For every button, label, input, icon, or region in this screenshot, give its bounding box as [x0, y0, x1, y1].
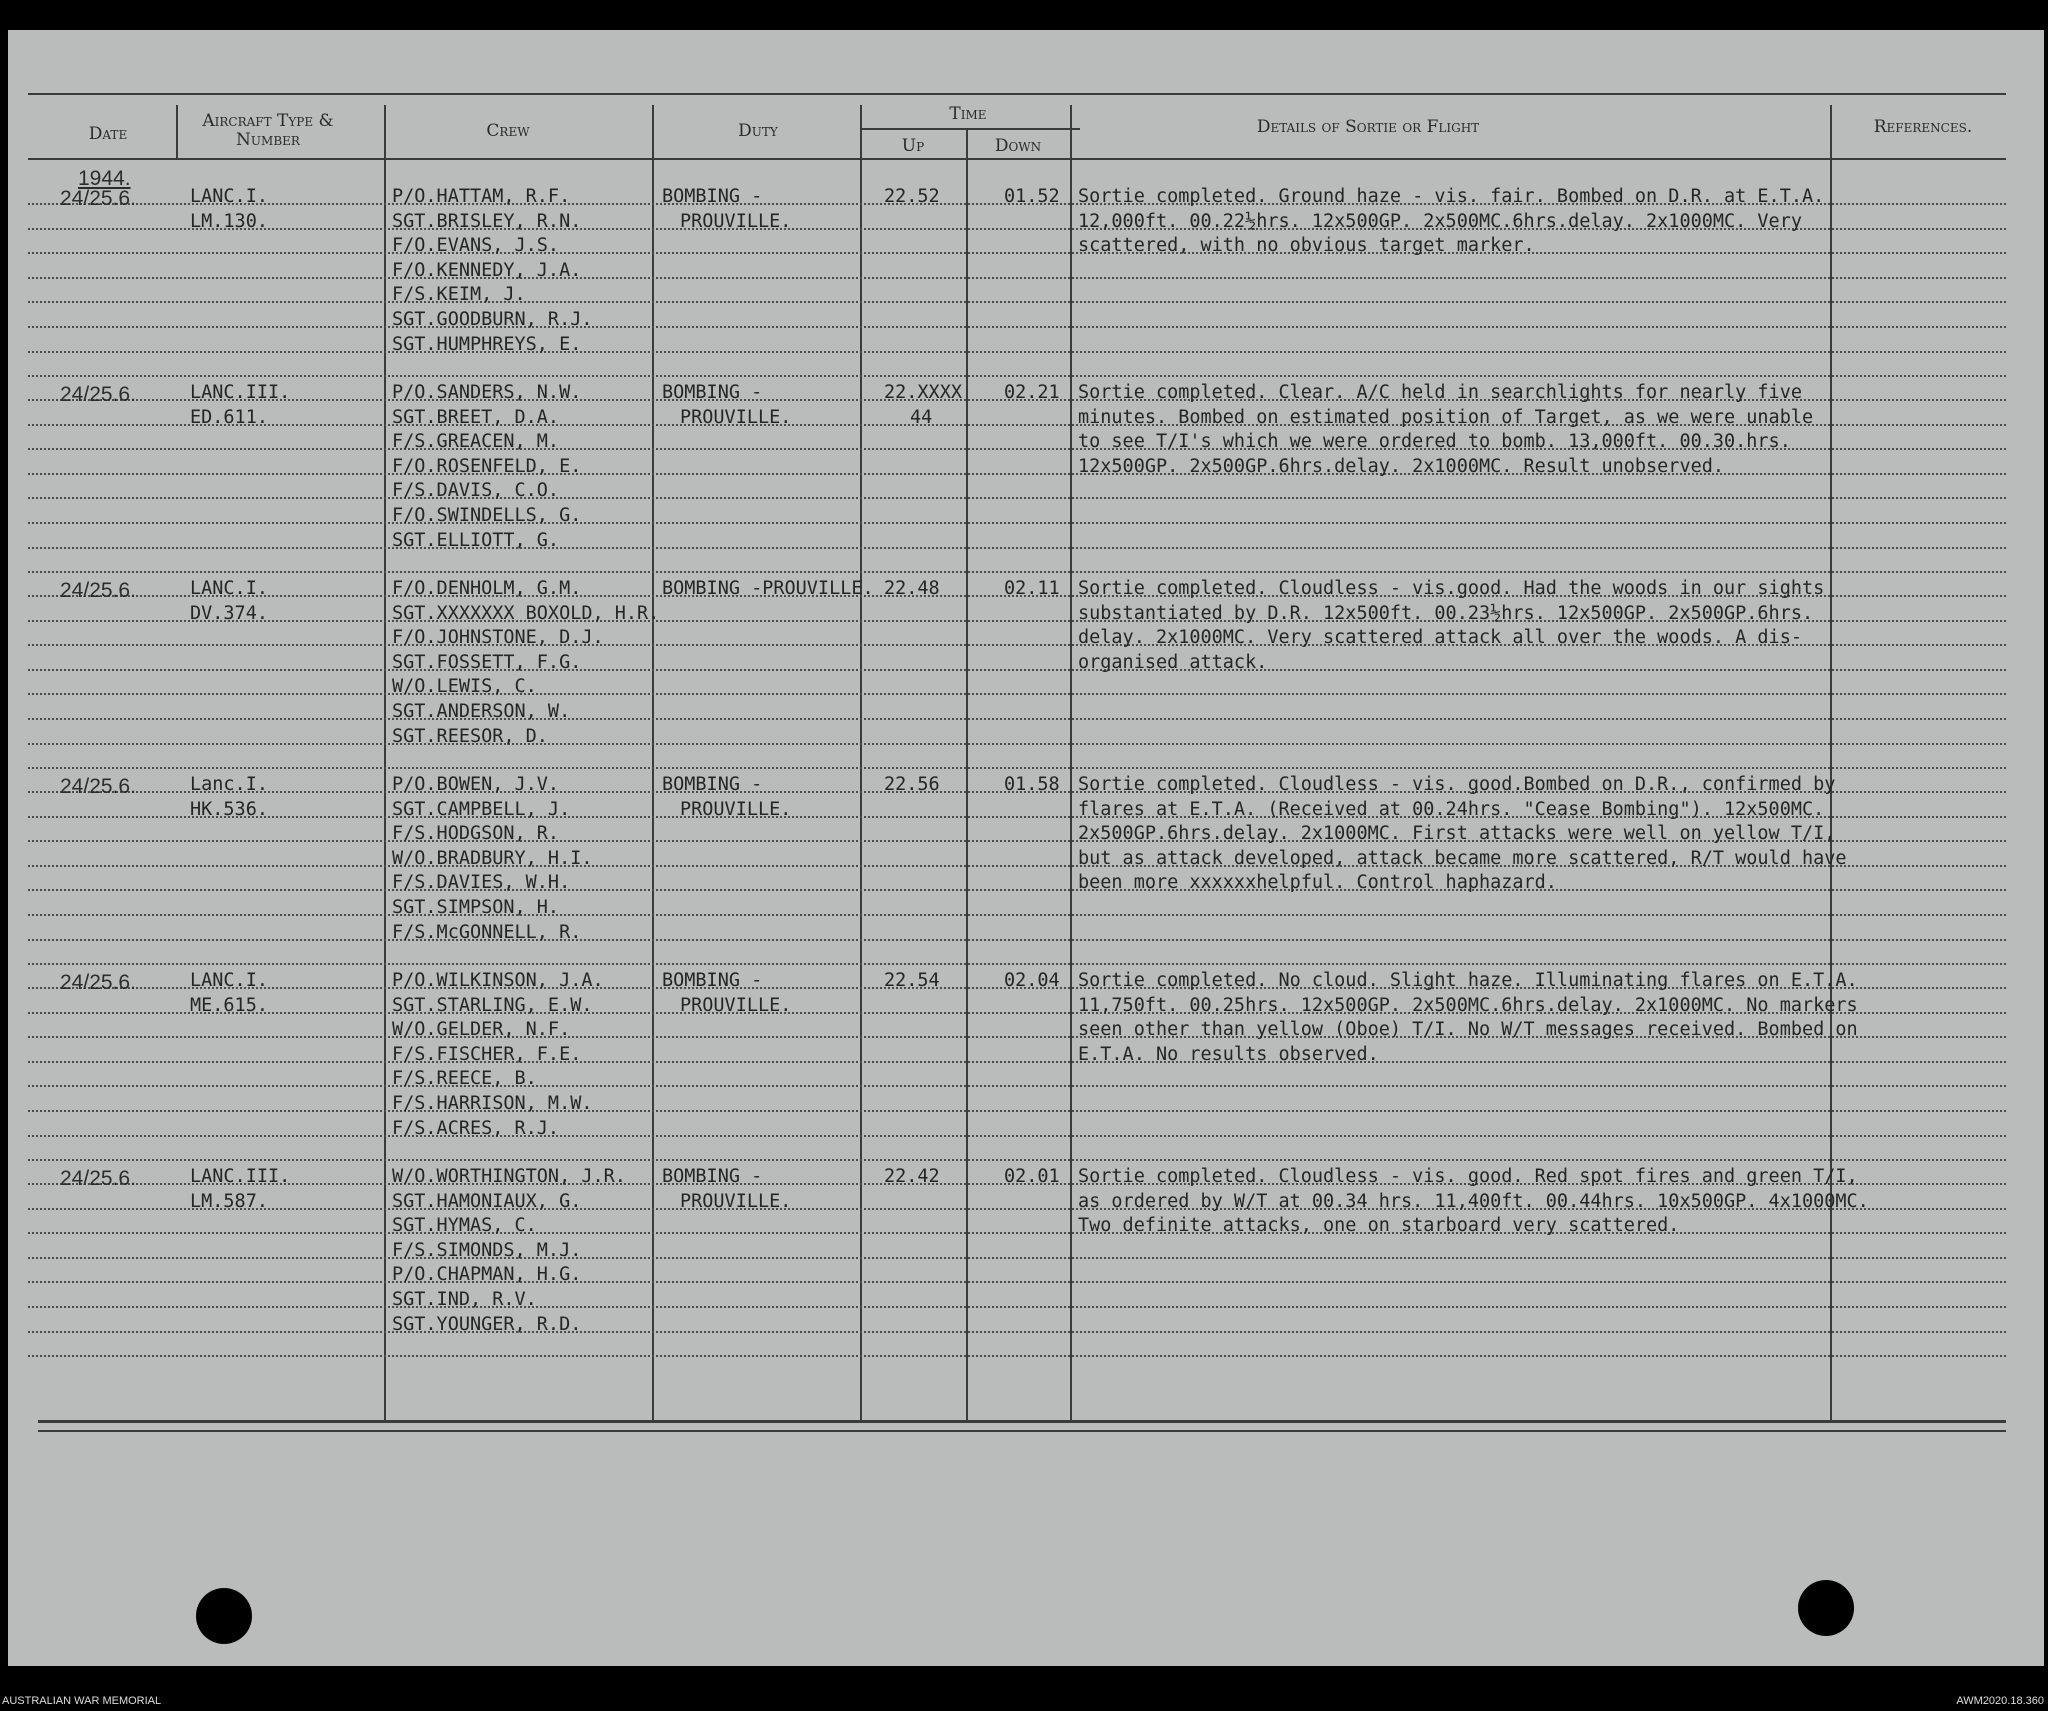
crew-member: SGT.SIMPSON, H. — [392, 897, 560, 918]
sortie-date: 24/25.6. — [60, 971, 136, 994]
crew-member: SGT.CAMPBELL, J. — [392, 798, 571, 820]
crew-member: F/S.GREACEN, M. — [392, 431, 560, 453]
punch-hole-left — [196, 1588, 252, 1644]
details-line: scattered, with no obvious target marker. — [1078, 235, 1535, 257]
time-down: 02.01 — [1004, 1166, 1060, 1187]
details-line: 2x500GP.6hrs.delay. 2x1000MC. First attacks were well on yellow T/I, — [1078, 823, 1836, 845]
ruled-line — [28, 1257, 2006, 1259]
details-line: substantiated by D.R. 12x500ft. 00.23½hrs. 12x500GP. 2x500GP.6hrs. — [1078, 602, 1814, 624]
ruled-line — [28, 375, 2006, 377]
ruled-line — [28, 571, 2006, 573]
crew-member: F/S.FISCHER, F.E. — [392, 1043, 582, 1065]
ruled-line — [28, 497, 2006, 499]
header-date: Date — [88, 124, 128, 144]
crew-member: P/O.SANDERS, N.W. — [392, 382, 582, 403]
record-sheet — [8, 30, 2044, 1666]
col-divider-time — [966, 128, 968, 1422]
col-divider-date — [176, 105, 178, 160]
aircraft-line: LANC.I. — [190, 970, 268, 991]
details-line: 11,750ft. 00.25hrs. 12x500GP. 2x500MC.6hrs.delay. 2x1000MC. No markers — [1078, 994, 1858, 1016]
ruled-line — [28, 718, 2006, 720]
crew-member: SGT.IND, R.V. — [392, 1289, 537, 1310]
crew-member: F/O.KENNEDY, J.A. — [392, 259, 582, 281]
crew-member: SGT.ELLIOTT, G. — [392, 529, 560, 551]
ruled-line — [28, 522, 2006, 524]
sortie-date: 24/25.6. — [60, 775, 136, 798]
time-down: 01.58 — [1004, 774, 1060, 795]
crew-member: SGT.HYMAS, C. — [392, 1215, 537, 1237]
sortie-date: 24/25.6. — [60, 187, 136, 210]
crew-member: F/S.REECE, B. — [392, 1068, 537, 1090]
crew-member: W/O.GELDER, N.F. — [392, 1019, 571, 1041]
details-line: Sortie completed. Ground haze - vis. fair. Bombed on D.R. at E.T.A. — [1078, 186, 1825, 207]
crew-member: SGT.YOUNGER, R.D. — [392, 1313, 582, 1335]
header-aircraft: Aircraft Type & Number — [202, 111, 334, 150]
year-label: 1944. — [78, 167, 131, 190]
details-line: E.T.A. No results observed. — [1078, 1043, 1379, 1065]
crew-member: F/S.ACRES, R.J. — [392, 1117, 560, 1139]
ruled-line — [28, 1331, 2006, 1333]
crew-member: SGT.ANDERSON, W. — [392, 701, 571, 722]
crew-member: F/S.KEIM, J. — [392, 284, 526, 306]
details-line: Sortie completed. Cloudless - vis. good. Red spot fires and green T/I, — [1078, 1166, 1858, 1187]
crew-member: F/S.McGONNELL, R. — [392, 921, 582, 943]
duty-line: BOMBING - — [662, 186, 763, 207]
details-line: organised attack. — [1078, 651, 1268, 673]
details-line: seen other than yellow (Oboe) T/I. No W/T messages received. Bombed on — [1078, 1019, 1858, 1041]
crew-member: SGT.BREET, D.A. — [392, 406, 560, 428]
sortie-date: 24/25.6. — [60, 579, 136, 602]
ruled-line — [28, 1232, 2006, 1234]
crew-member: P/O.HATTAM, R.F. — [392, 186, 571, 207]
crew-member: SGT.HUMPHREYS, E. — [392, 333, 582, 355]
ruled-line — [28, 1306, 2006, 1308]
aircraft-line: LANC.I. — [190, 186, 268, 207]
details-line: minutes. Bombed on estimated position of Target, as we were unable — [1078, 406, 1814, 428]
aircraft-line: HK.536. — [190, 798, 268, 820]
aircraft-line: LANC.III. — [190, 382, 291, 403]
ruled-line — [28, 326, 2006, 328]
ruled-line — [28, 277, 2006, 279]
aircraft-line: LM.130. — [190, 210, 268, 232]
time-up: 22.42 — [884, 1166, 940, 1187]
duty-line: PROUVILLE. — [680, 1190, 792, 1212]
duty-line: PROUVILLE. — [680, 406, 792, 428]
ruled-line — [28, 1135, 2006, 1137]
ruled-line — [28, 547, 2006, 549]
duty-line: BOMBING - — [662, 774, 763, 795]
details-line: been more xxxxxxhelpful. Control haphazard. — [1078, 872, 1557, 894]
duty-line: BOMBING - — [662, 970, 763, 991]
ruled-line — [28, 1281, 2006, 1283]
duty-line: PROUVILLE. — [680, 210, 792, 232]
details-line: Sortie completed. No cloud. Slight haze. Illuminating flares on E.T.A. — [1078, 970, 1858, 991]
time-down: 02.04 — [1004, 970, 1060, 991]
time-down: 02.11 — [1004, 578, 1060, 599]
time-up-note: 44 — [910, 406, 933, 428]
details-line: 12,000ft. 00.22½hrs. 12x500GP. 2x500MC.6hrs.delay. 2x1000MC. Very — [1078, 210, 1802, 232]
crew-member: F/S.DAVIES, W.H. — [392, 872, 571, 894]
bottom-rule-2 — [38, 1430, 2006, 1432]
duty-line: BOMBING - — [662, 1166, 763, 1187]
crew-member: SGT.FOSSETT, F.G. — [392, 651, 582, 673]
punch-hole-right — [1798, 1580, 1854, 1636]
time-up: 22.48 — [884, 578, 940, 599]
crew-member: F/O.SWINDELLS, G. — [392, 505, 582, 526]
crew-member: F/O.DENHOLM, G.M. — [392, 578, 582, 599]
time-subheader-rule — [860, 128, 1080, 130]
crew-member: F/O.EVANS, J.S. — [392, 235, 560, 257]
ruled-line — [28, 1085, 2006, 1087]
aircraft-line: ED.611. — [190, 406, 268, 428]
ruled-line — [28, 693, 2006, 695]
aircraft-line: LANC.III. — [190, 1166, 291, 1187]
ruled-line — [28, 1355, 2006, 1357]
crew-member: F/S.HARRISON, M.W. — [392, 1093, 593, 1114]
ruled-line — [28, 939, 2006, 941]
crew-member: W/O.BRADBURY, H.I. — [392, 847, 593, 869]
crew-member: SGT.HAMONIAUX, G. — [392, 1190, 582, 1212]
duty-line: BOMBING -PROUVILLE. — [662, 578, 874, 599]
crew-member: SGT.GOODBURN, R.J. — [392, 309, 593, 330]
crew-member: P/O.BOWEN, J.V. — [392, 774, 560, 795]
crew-member: F/S.SIMONDS, M.J. — [392, 1239, 582, 1261]
crew-member: W/O.LEWIS, C. — [392, 676, 537, 698]
aircraft-line: LANC.I. — [190, 578, 268, 599]
ruled-line — [28, 669, 2006, 671]
details-line: 12x500GP. 2x500GP.6hrs.delay. 2x1000MC. Result unobserved. — [1078, 455, 1725, 477]
aircraft-line: LM.587. — [190, 1190, 268, 1212]
time-up: 22.XXXX — [884, 382, 962, 403]
aircraft-line: Lanc.I. — [190, 774, 268, 795]
details-line: Two definite attacks, one on starboard very scattered. — [1078, 1215, 1680, 1237]
time-up: 22.54 — [884, 970, 940, 991]
header-bottom-rule — [28, 158, 2006, 160]
header-details: Details of Sortie or Flight — [1256, 117, 1480, 137]
header-time: Time — [949, 104, 987, 124]
time-up: 22.52 — [884, 186, 940, 207]
ruled-line — [28, 351, 2006, 353]
ruled-line — [28, 1061, 2006, 1063]
crew-member: SGT.BRISLEY, R.N. — [392, 210, 582, 232]
crew-member: W/O.WORTHINGTON, J.R. — [392, 1166, 626, 1187]
ruled-line — [28, 914, 2006, 916]
ruled-line — [28, 301, 2006, 303]
sortie-date: 24/25.6. — [60, 383, 136, 406]
crew-member: P/O.WILKINSON, J.A. — [392, 970, 604, 991]
duty-line: PROUVILLE. — [680, 798, 792, 820]
crew-member: SGT.REESOR, D. — [392, 725, 548, 747]
time-down: 01.52 — [1004, 186, 1060, 207]
ruled-line — [28, 1159, 2006, 1161]
header-duty: Duty — [738, 121, 778, 141]
header-references: References. — [1873, 117, 1973, 137]
time-up: 22.56 — [884, 774, 940, 795]
aircraft-line: DV.374. — [190, 602, 268, 624]
ruled-line — [28, 889, 2006, 891]
crew-member: F/S.DAVIS, C.O. — [392, 480, 560, 502]
crew-member: SGT.STARLING, E.W. — [392, 994, 593, 1016]
crew-member: P/O.CHAPMAN, H.G. — [392, 1264, 582, 1286]
bottom-rule — [38, 1420, 2006, 1423]
ruled-line — [28, 743, 2006, 745]
details-line: Sortie completed. Cloudless - vis.good. Had the woods in our sights — [1078, 578, 1825, 599]
aircraft-line: ME.615. — [190, 994, 268, 1016]
crew-member: F/O.ROSENFELD, E. — [392, 455, 582, 477]
duty-line: PROUVILLE. — [680, 994, 792, 1016]
crew-member: F/O.JOHNSTONE, D.J. — [392, 627, 604, 649]
header-up: Up — [901, 136, 925, 156]
details-line: Sortie completed. Cloudless - vis. good.Bombed on D.R., confirmed by — [1078, 774, 1836, 795]
credit-right: AWM2020.18.360 — [1956, 1695, 2044, 1707]
header-down: Down — [994, 136, 1042, 156]
top-rule — [28, 93, 2006, 95]
credit-left: AUSTRALIAN WAR MEMORIAL — [2, 1695, 162, 1707]
crew-member: SGT.XXXXXXX BOXOLD, H.R. — [392, 602, 660, 624]
sortie-date: 24/25.6. — [60, 1167, 136, 1190]
details-line: to see T/I's which we were ordered to bomb. 13,000ft. 00.30.hrs. — [1078, 431, 1791, 453]
ruled-line — [28, 767, 2006, 769]
details-line: delay. 2x1000MC. Very scattered attack all over the woods. A dis- — [1078, 627, 1802, 649]
ruled-line — [28, 1110, 2006, 1112]
details-line: Sortie completed. Clear. A/C held in searchlights for nearly five — [1078, 382, 1802, 403]
ruled-line — [28, 252, 2006, 254]
details-line: as ordered by W/T at 00.34 hrs. 11,400ft. 00.44hrs. 10x500GP. 4x1000MC. — [1078, 1190, 1869, 1212]
header-crew: Crew — [486, 121, 530, 141]
crew-member: F/S.HODGSON, R. — [392, 823, 560, 845]
ruled-line — [28, 963, 2006, 965]
details-line: flares at E.T.A. (Received at 00.24hrs. "Cease Bombing"). 12x500MC. — [1078, 798, 1825, 820]
duty-line: BOMBING - — [662, 382, 763, 403]
time-down: 02.21 — [1004, 382, 1060, 403]
details-line: but as attack developed, attack became more scattered, R/T would have — [1078, 847, 1847, 869]
